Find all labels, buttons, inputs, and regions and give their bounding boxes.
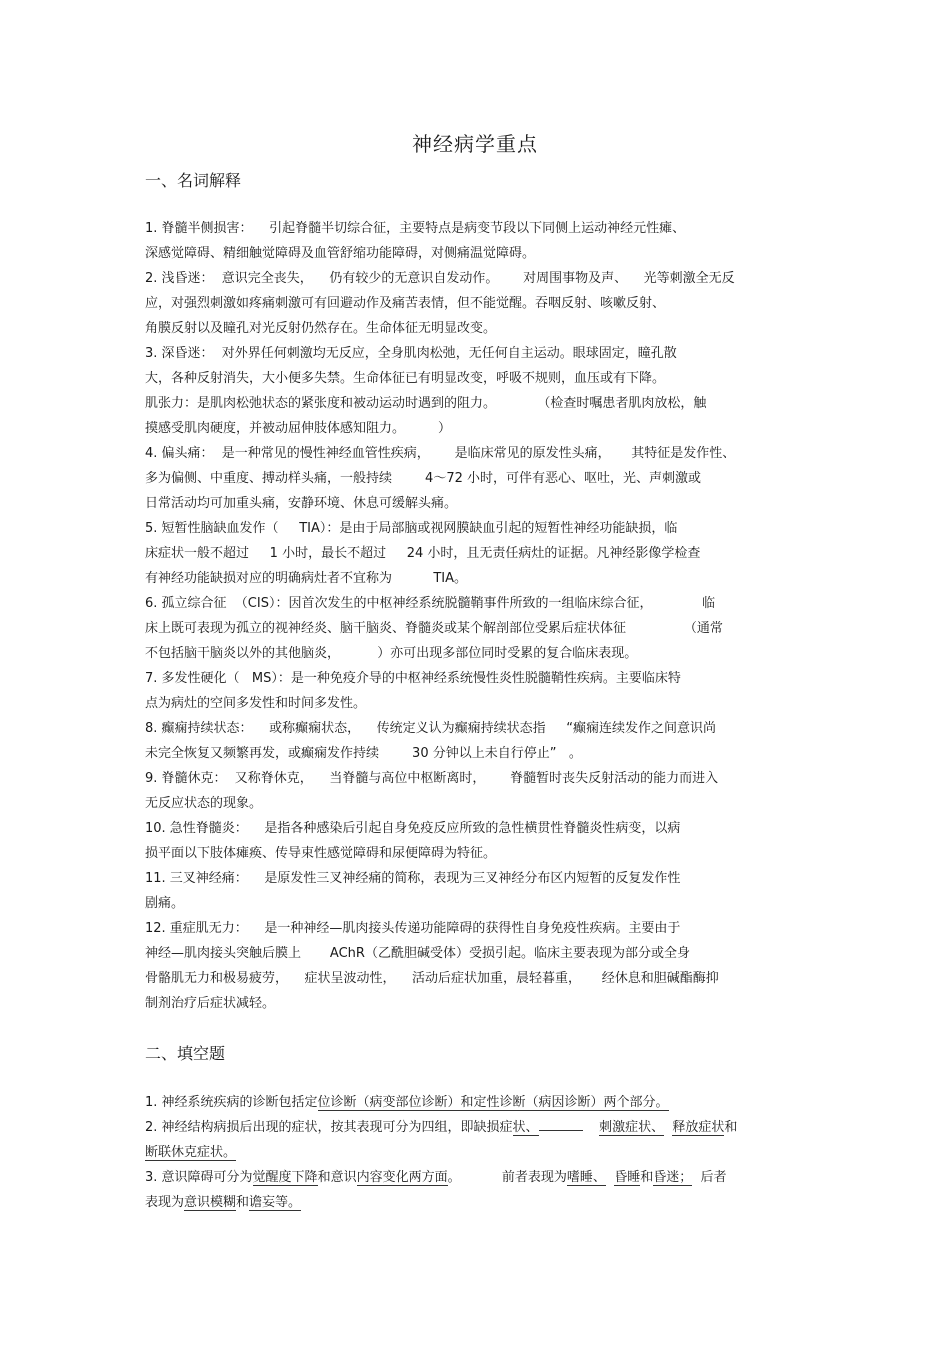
answer-underlined: 昏睡: [614, 1170, 641, 1185]
text-line: 未完全恢复又频繁再发，或癫痫发作持续 30 分钟以上未自行停止” 。: [145, 746, 582, 761]
text-line: 4. 偏头痛： 是一种常见的慢性神经血管性疾病， 是临床常见的原发性头痛， 其特征是发作性、: [145, 446, 736, 461]
question-text: 和意识: [317, 1170, 357, 1185]
answer-underlined: 刺激症状、: [599, 1120, 665, 1135]
text-line: 肌张力：是肌肉松弛状态的紧张度和被动运动时遇到的阻力。 （检查时嘱患者肌肉放松，触: [145, 396, 707, 411]
text-line: 7. 多发性硬化（ MS）：是一种免疫介导的中枢神经系统慢性炎性脱髓鞘性疾病。主要临床特: [145, 671, 681, 686]
text-line: 有神经功能缺损对应的明确病灶者不宜称为 TIA。: [145, 571, 467, 586]
question-text: 后者: [692, 1170, 727, 1185]
section-heading-fill-in: 二、填空题: [145, 1044, 226, 1063]
text-line: 角膜反射以及瞳孔对光反射仍然存在。生命体征无明显改变。: [145, 321, 497, 336]
answer-underlined: 谵妄等。: [249, 1195, 302, 1210]
text-line: 6. 孤立综合征 （CIS）：因首次发生的中枢神经系统脱髓鞘事件所致的一组临床综合征， 临: [145, 596, 716, 611]
answer-underlined: 嗜睡、: [566, 1170, 606, 1185]
spacer-text: [606, 1170, 614, 1185]
text-line: 3. 深昏迷： 对外界任何刺激均无反应，全身肌肉松弛，无任何自主运动。眼球固定，瞳孔散: [145, 346, 677, 361]
text-line: 摸感受肌肉硬度，并被动屈伸肢体感知阻力。 ）: [145, 421, 452, 436]
answer-underlined: 位诊断（病变部位诊断）和定性诊断（病因诊断）两个部分。: [317, 1095, 669, 1110]
fill-question-1: [145, 1093, 669, 1113]
answer-underlined: 断联休克症状。: [145, 1145, 237, 1160]
text-line: 10. 急性脊髓炎： 是指各种感染后引起自身免疫反应所致的急性横贯性脊髓炎性病变，以病: [145, 821, 681, 836]
text-line: 多为偏侧、中重度、搏动样头痛，一般持续 4～72 小时，可伴有恶心、呕吐，光、声刺激或: [145, 471, 702, 486]
text-line: 损平面以下肢体瘫痪、传导束性感觉障碍和尿便障碍为特征。: [145, 846, 497, 861]
answer-underlined: 内容变化两方面: [356, 1170, 448, 1185]
fill-question-3-cont: [145, 1193, 301, 1213]
blank-line: [539, 1118, 583, 1131]
answer-underlined: 昏迷；: [653, 1170, 693, 1185]
question-text: 2. 神经结构病损后出现的症状，按其表现可分为四组，即缺损症: [145, 1120, 513, 1135]
text-line: 点为病灶的空间多发性和时间多发性。: [145, 696, 367, 711]
answer-underlined: 状、: [512, 1120, 539, 1135]
question-text: 。 前者表现为: [447, 1170, 567, 1185]
answer-underlined: 释放症状: [672, 1120, 725, 1135]
answer-underlined: 意识模糊: [184, 1195, 237, 1210]
text-line: 2. 浅昏迷： 意识完全丧失， 仍有较少的无意识自发动作。 对周围事物及声、 光等刺激全无反: [145, 271, 735, 286]
text-line: 12. 重症肌无力： 是一种神经—肌肉接头传递功能障碍的获得性自身免疫性疾病。主要由于: [145, 921, 681, 936]
text-line: 剧痛。: [145, 896, 185, 911]
text-line: 5. 短暂性脑缺血发作（ TIA）：是由于局部脑或视网膜缺血引起的短暂性神经功能缺损，临: [145, 521, 678, 536]
question-text: 3. 意识障碍可分为: [145, 1170, 253, 1185]
text-line: 深感觉障碍、精细触觉障碍及血管舒缩功能障碍，对侧痛温觉障碍。: [145, 246, 536, 261]
text-line: 大，各种反射消失，大小便多失禁。生命体征已有明显改变，呼吸不规则，血压或有下降。: [145, 371, 666, 386]
text-line: 床症状一般不超过 1 小时，最长不超过 24 小时，且无责任病灶的证据。凡神经影像学检查: [145, 546, 701, 561]
question-text: 1. 神经系统疾病的诊断包括定: [145, 1095, 318, 1110]
fill-question-2-cont: [145, 1143, 236, 1163]
document-title: 神经病学重点: [412, 132, 538, 156]
question-text: 表现为: [145, 1195, 185, 1210]
section-heading-definitions: 一、名词解释: [145, 171, 242, 190]
text-line: 无反应状态的现象。: [145, 796, 263, 811]
text-line: 神经—肌肉接头突触后膜上 AChR（乙酰胆碱受体）受损引起。临床主要表现为部分或全身: [145, 946, 690, 961]
text-line: 骨骼肌无力和极易疲劳， 症状呈波动性， 活动后症状加重，晨轻暮重， 经休息和胆碱酯酶抑: [145, 971, 719, 986]
question-text: 和: [236, 1195, 250, 1210]
spacer-text: [583, 1120, 600, 1135]
question-text: 和: [724, 1120, 738, 1135]
fill-question-3: [145, 1168, 727, 1188]
fill-question-2: [145, 1118, 737, 1138]
text-line: 床上既可表现为孤立的视神经炎、脑干脑炎、脊髓炎或某个解剖部位受累后症状体征 （通常: [145, 621, 723, 636]
text-line: 1. 脊髓半侧损害： 引起脊髓半切综合征，主要特点是病变节段以下同侧上运动神经元性瘫、: [145, 221, 686, 236]
text-line: 8. 癫痫持续状态： 或称癫痫状态， 传统定义认为癫痫持续状态指 “癫痫连续发作之间意识尚: [145, 721, 716, 736]
text-line: 应，对强烈刺激如疼痛刺激可有回避动作及痛苦表情，但不能觉醒。吞咽反射、咳嗽反射、: [145, 296, 666, 311]
question-text: 和: [640, 1170, 654, 1185]
text-line: 日常活动均可加重头痛，安静环境、休息可缓解头痛。: [145, 496, 458, 511]
text-line: 9. 脊髓休克： 又称脊休克， 当脊髓与高位中枢断离时， 脊髓暂时丧失反射活动的能力而进入: [145, 771, 719, 786]
text-line: 11. 三叉神经痛： 是原发性三叉神经痛的简称，表现为三叉神经分布区内短暂的反复发作性: [145, 871, 681, 886]
text-line: 制剂治疗后症状减轻。: [145, 996, 276, 1011]
text-line: 不包括脑干脑炎以外的其他脑炎， ）亦可出现多部位同时受累的复合临床表现。: [145, 646, 638, 661]
answer-underlined: 觉醒度下降: [252, 1170, 318, 1185]
